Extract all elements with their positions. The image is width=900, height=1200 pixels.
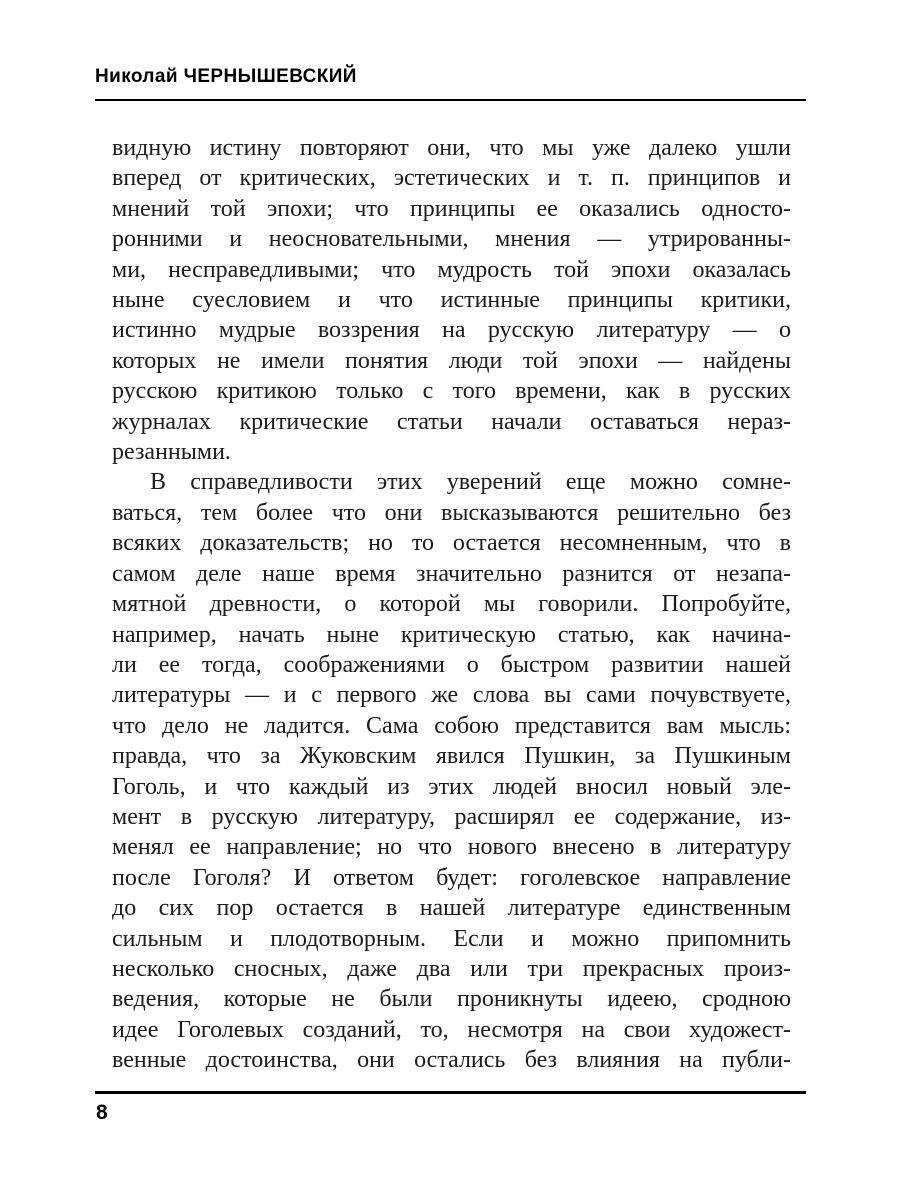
- text-line: резанными.: [112, 439, 231, 466]
- text-line: правда, что за Жуковским явился Пушкин, за Пушкиным: [112, 743, 791, 770]
- text-line: менял ее направление; но что нового внесено в литературу: [112, 834, 791, 861]
- text-line: Гоголь, и что каждый из этих людей вносил новый эле-: [112, 773, 791, 800]
- text-line: которых не имели понятия люди той эпохи — найдены: [112, 347, 791, 374]
- text-line: после Гоголя? И ответом будет: гоголевское направление: [112, 864, 791, 891]
- running-header: [95, 66, 806, 101]
- text-line: видную истину повторяют они, что мы уже далеко ушли: [112, 135, 791, 161]
- text-line: В справедливости этих уверений еще можно сомне-: [150, 469, 791, 496]
- text-line: идее Гоголевых созданий, то, несмотря на свои художест-: [112, 1016, 791, 1043]
- text-line: ныне суесловием и что истинные принципы критики,: [112, 287, 791, 314]
- text-line: венные достоинства, они остались без влияния на публи-: [112, 1047, 791, 1074]
- text-line: литературы — и с первого же слова вы сами почувствуете,: [112, 682, 791, 709]
- text-line: вперед от критических, эстетических и т. п. принципов и: [112, 165, 791, 192]
- text-line: до сих пор остается в нашей литературе единственным: [112, 895, 791, 922]
- text-line: ронними и неосновательными, мнения — утрированны-: [112, 226, 791, 253]
- text-line: несколько сносных, даже два или три прекрасных произ-: [112, 955, 791, 982]
- text-line: мнений той эпохи; что принципы ее оказались односто-: [112, 195, 791, 222]
- text-line: всяких доказательств; но то остается несомненным, что в: [112, 530, 791, 557]
- text-line: истинно мудрые воззрения на русскую литературу — о: [112, 317, 791, 344]
- author-surname: ЧЕРНЫШЕВСКИЙ: [183, 66, 357, 87]
- author-name: [95, 66, 806, 101]
- text-line: русскою критикою только с того времени, как в русских: [112, 378, 791, 405]
- footer-rule: [95, 1091, 806, 1094]
- text-block: [112, 133, 791, 1076]
- text-line: ведения, которые не были проникнуты идеею, сродною: [112, 986, 791, 1013]
- text-line: например, начать ныне критическую статью, как начина-: [112, 621, 791, 648]
- author-first-name: Николай: [95, 66, 178, 87]
- text-line: что дело не ладится. Сама собою представится вам мысль:: [112, 712, 791, 739]
- text-line: журналах критические статьи начали оставаться нераз-: [112, 408, 791, 435]
- text-line: ли ее тогда, соображениями о быстром развитии нашей: [112, 651, 791, 678]
- paragraph: [112, 467, 791, 1075]
- text-line: сильным и плодотворным. Если и можно припомнить: [112, 925, 791, 952]
- text-line: мятной древности, о которой мы говорили. Попробуйте,: [112, 591, 791, 618]
- text-line: мент в русскую литературу, расширял ее содержание, из-: [112, 803, 791, 830]
- page-number: 8: [96, 1101, 108, 1124]
- text-line: ваться, тем более что они высказываются решительно без: [112, 499, 791, 526]
- text-line: ми, несправедливыми; что мудрость той эпохи оказалась: [112, 256, 791, 283]
- paragraph: [112, 133, 791, 467]
- text-line: самом деле наше время значительно разнится от незапа-: [112, 560, 791, 587]
